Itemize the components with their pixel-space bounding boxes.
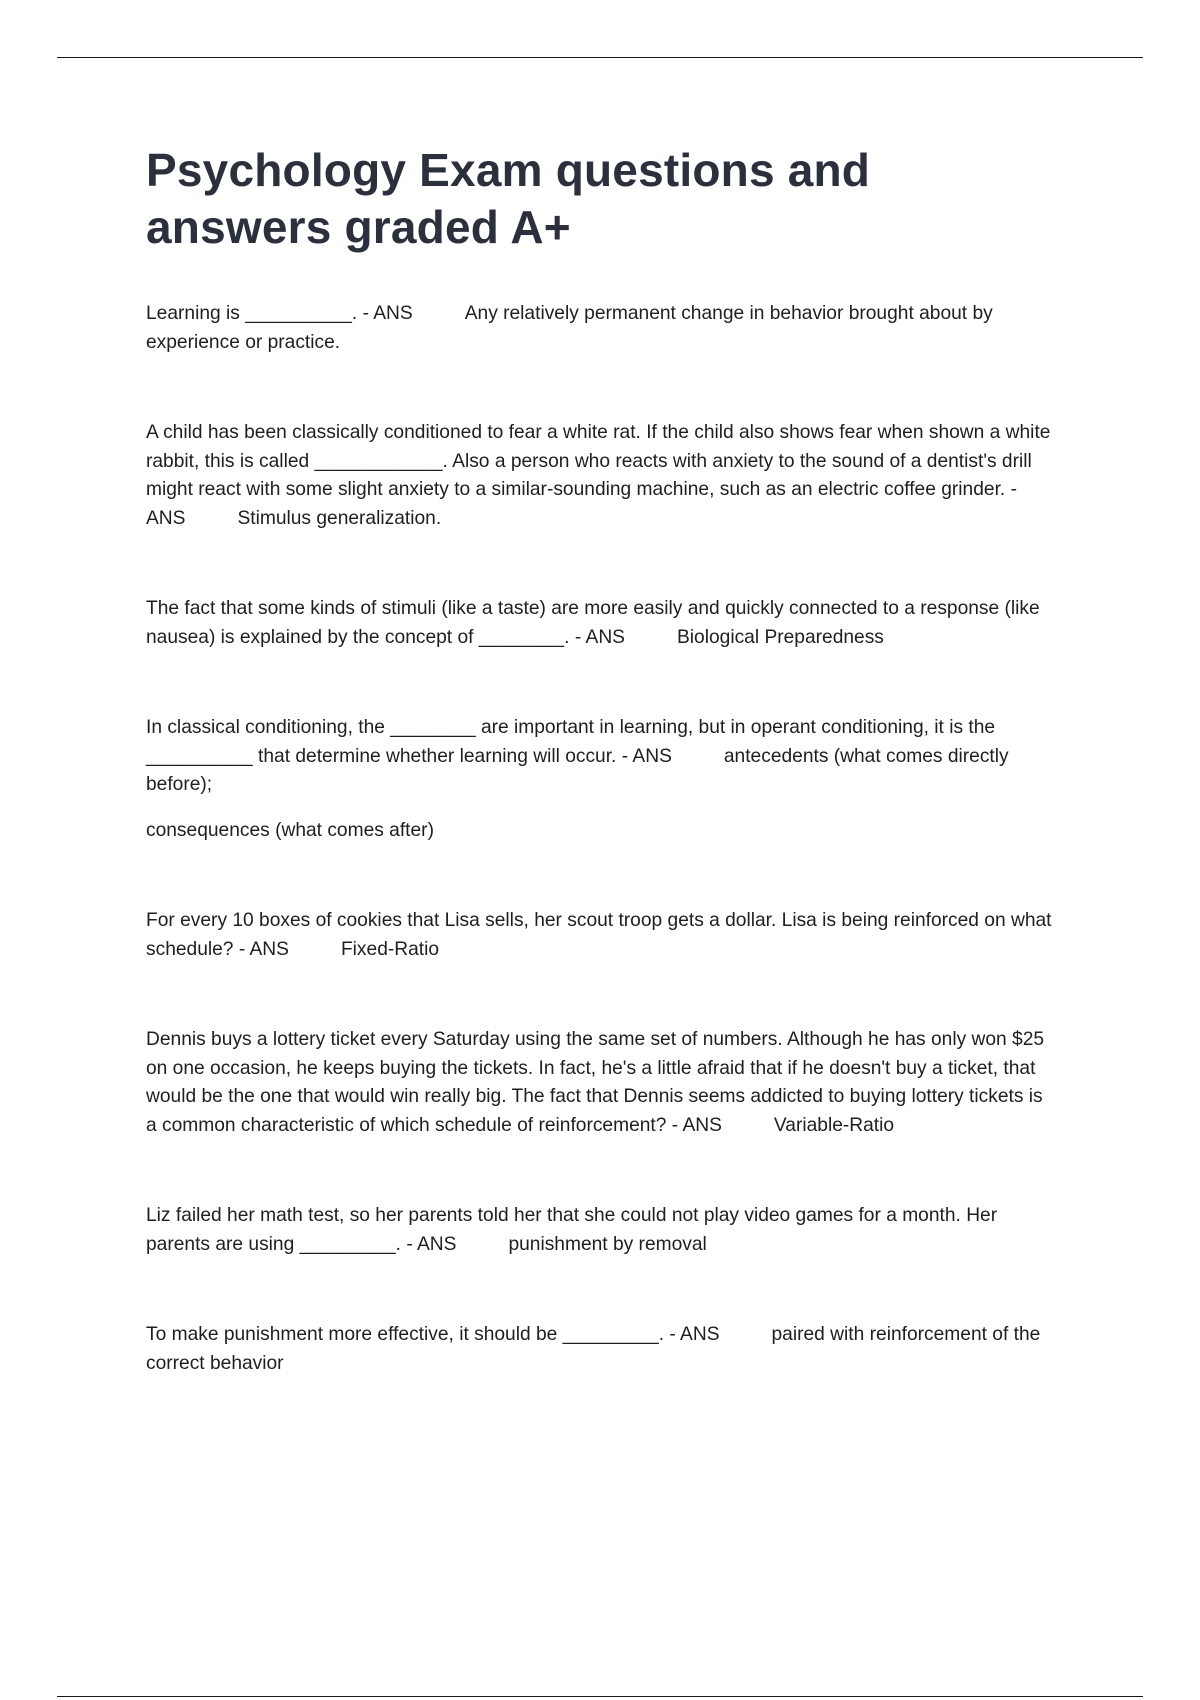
question-text: Learning is __________.	[146, 303, 358, 324]
answer-marker: - ANS	[574, 626, 625, 648]
answer-marker: - ANS	[669, 1324, 720, 1345]
qa-text	[146, 714, 1056, 800]
answer-marker: - ANS	[238, 938, 289, 960]
answer-text: antecedents (what comes directly before);	[146, 745, 1009, 795]
question-text: The fact that some kinds of stimuli (like a taste) are more easily and quickly connected to a response (like nausea) is explained by the concept of ________.	[146, 598, 1040, 648]
qa-text	[146, 1026, 1056, 1140]
qa-text	[146, 419, 1056, 533]
question-text: In classical conditioning, the ________ are important in learning, but in operant conditioning, it is the __________ that determine whether learning will occur.	[146, 717, 996, 767]
bottom-rule	[57, 1696, 1143, 1697]
document-body	[146, 142, 1056, 1440]
question-text: To make punishment more effective, it should be _________.	[146, 1324, 665, 1345]
qa-text	[146, 595, 1056, 652]
question-text: For every 10 boxes of cookies that Lisa sells, her scout troop gets a dollar. Lisa is being reinforced on what schedule?	[146, 910, 1052, 960]
qa-text	[146, 1321, 1056, 1378]
answer-marker: - ANS	[406, 1233, 457, 1255]
answer-text: Fixed-Ratio	[340, 938, 440, 960]
qa-item-5	[146, 907, 1056, 964]
answer-marker: - ANS	[671, 1114, 722, 1136]
answer-text: Stimulus generalization.	[237, 507, 442, 529]
answer-text: paired with reinforcement of the correct behavior	[146, 1324, 1041, 1374]
answer-marker: - ANS	[362, 303, 413, 324]
qa-item-1	[146, 300, 1056, 357]
answer-text: Any relatively permanent change in behavior brought about by experience or practice.	[146, 303, 993, 353]
answer-text: Variable-Ratio	[773, 1114, 895, 1136]
answer-text: Biological Preparedness	[676, 626, 884, 648]
qa-item-6	[146, 1026, 1056, 1140]
qa-list	[146, 300, 1056, 1378]
qa-item-3	[146, 595, 1056, 652]
question-text: A child has been classically conditioned to fear a white rat. If the child also shows fear when shown a white rabbit, this is called ____________. Also a person who reacts with anxiety to the sound of a dentist's drill might react with some slight anxiety to a similar-sounding machine, such as an electric coffee grinder.	[146, 422, 1051, 500]
qa-item-2	[146, 419, 1056, 533]
answer-marker: - ANS	[621, 745, 672, 767]
qa-text	[146, 907, 1056, 964]
question-text: Dennis buys a lottery ticket every Saturday using the same set of numbers. Although he has only won $25 on one occasion, he keeps buying the tickets. In fact, he's a little afraid that if he doesn't buy a ticket, that would be the one that would win really big. The fact that Dennis seems addicted to buying lottery tickets is a common characteristic of which schedule of reinforcement?	[146, 1029, 1045, 1136]
top-rule	[57, 57, 1143, 58]
answer-continuation: consequences (what comes after)	[146, 819, 434, 841]
answer-text: punishment by removal	[508, 1233, 707, 1255]
qa-text	[146, 1202, 1056, 1259]
qa-item-8	[146, 1321, 1056, 1378]
answer-marker: - ANS	[146, 479, 1017, 529]
question-text: Liz failed her math test, so her parents told her that she could not play video games for a month. Her parents are using _________.	[146, 1205, 998, 1255]
qa-text	[146, 300, 1056, 357]
qa-item-7	[146, 1202, 1056, 1259]
page-title: Psychology Exam questions and answers graded A+	[146, 144, 871, 253]
qa-item-4	[146, 714, 1056, 845]
